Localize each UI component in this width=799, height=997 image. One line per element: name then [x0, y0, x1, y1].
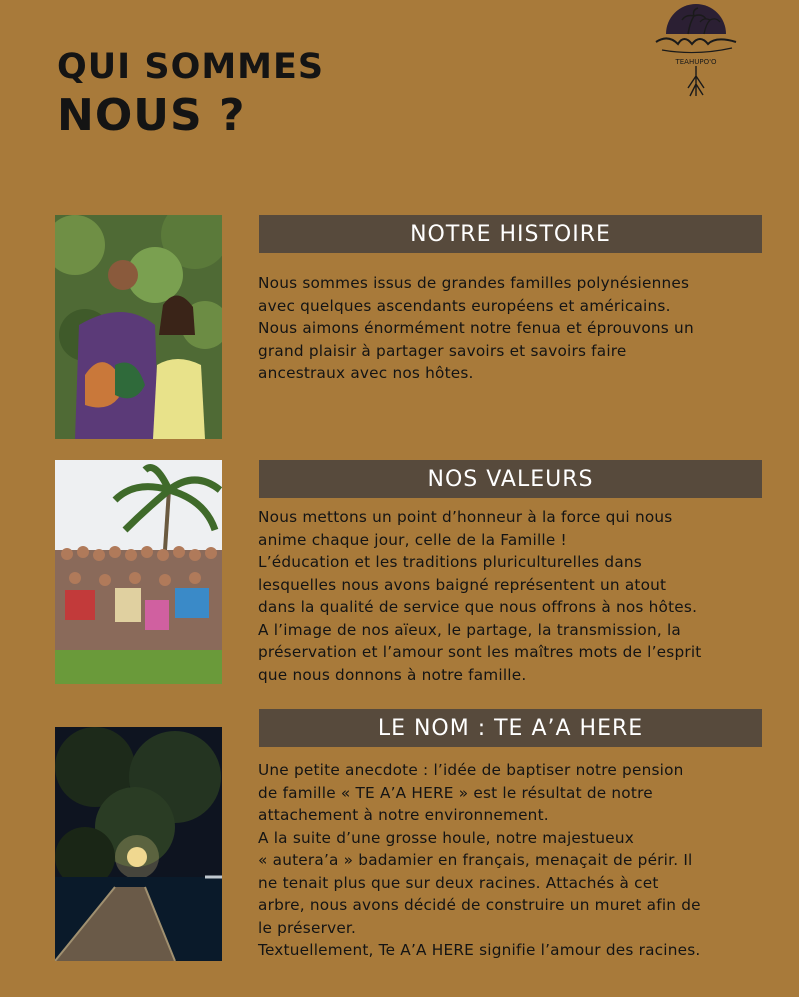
section-heading-valeurs: NOS VALEURS	[259, 460, 762, 498]
page-title-line1: QUI SOMMES	[57, 47, 325, 87]
section-text-histoire: Nous sommes issus de grandes familles polynésiennes avec quelques ascendants européens et américains. Nous aimons énormément notre fenua et éprouvons un grand plaisir à partager savoirs et savoirs faire ancestraux avec nos hôtes.	[258, 274, 694, 382]
night-pier-photo	[55, 727, 222, 961]
family-group-photo	[55, 460, 222, 684]
section-text-valeurs: Nous mettons un point d’honneur à la force qui nous anime chaque jour, celle de la Famille ! L’éducation et les traditions pluriculturelles dans lesquelles nous avons baigné représentent un atout dans la qualité de service que nous offrons à nos hôtes. A l’image de nos aïeux, le partage, la transmission, la préservation et l’amour sont les maîtres mots de l’esprit que nous donnons à notre famille.	[258, 508, 702, 684]
brand-logo	[648, 4, 744, 100]
logo-caption: TEAHUPO'O	[675, 58, 717, 66]
family-couple-photo	[55, 215, 222, 439]
section-heading-histoire: NOTRE HISTOIRE	[259, 215, 762, 253]
section-text-nom: Une petite anecdote : l’idée de baptiser notre pension de famille « TE A’A HERE » est le résultat de notre attachement à notre environnement. A la suite d’une grosse houle, notre majestueux « autera’a » badamier en français, menaçait de périr. Il ne tenait plus que sur deux racines. Attachés à cet arbre, nous avons décidé de construire un muret afin de le préserver. Textuellement, Te A’A HERE signifie l’amour des racines.	[258, 761, 701, 959]
page-title-line2: NOUS ?	[57, 90, 246, 141]
section-heading-nom: LE NOM : TE A’A HERE	[259, 709, 762, 747]
